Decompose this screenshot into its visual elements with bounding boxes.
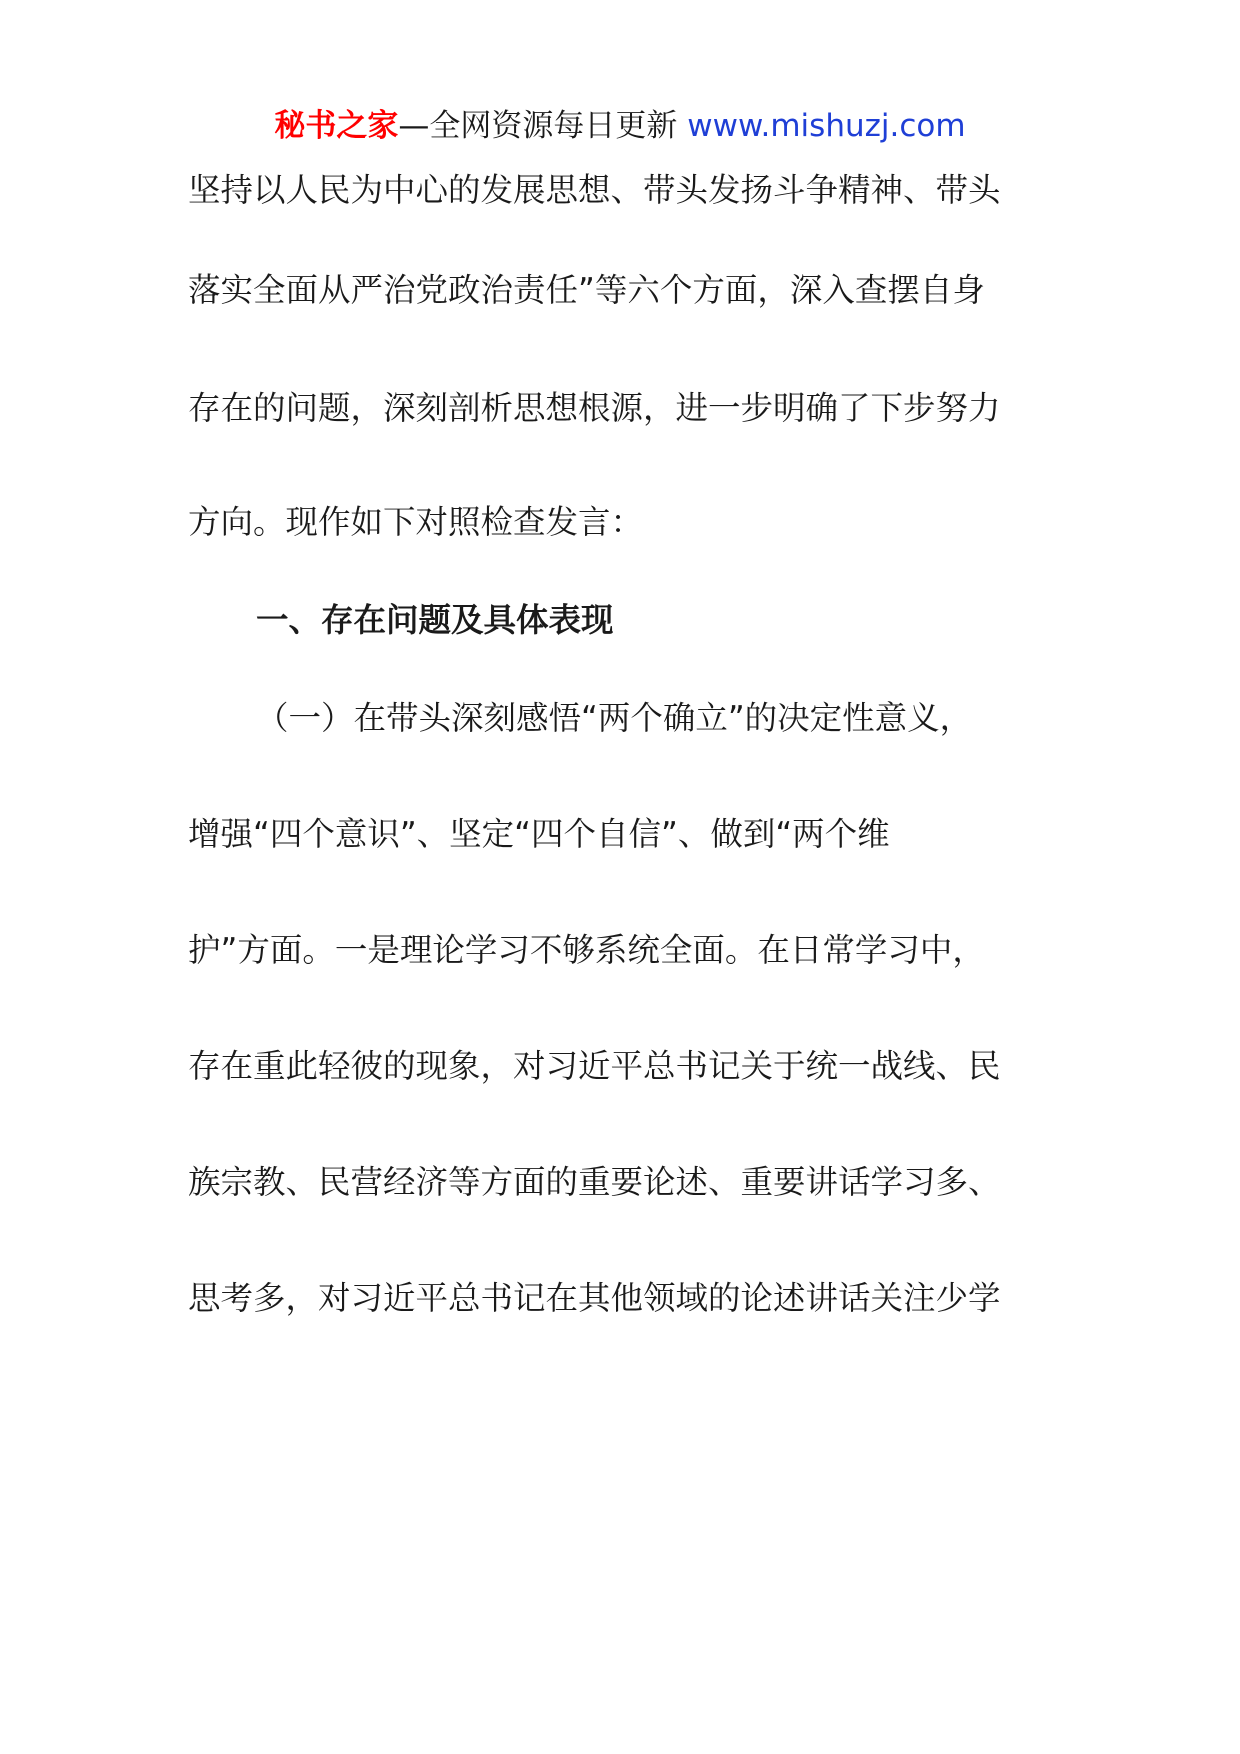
paragraph-line: 思考多，对习近平总书记在其他领域的论述讲话关注少学 bbox=[188, 1279, 1001, 1317]
site-header bbox=[0, 104, 1240, 148]
paragraph-line: 护”方面。一是理论学习不够系统全面。在日常学习中， bbox=[188, 931, 985, 969]
paragraph-line: 族宗教、民营经济等方面的重要论述、重要讲话学习多、 bbox=[188, 1163, 1001, 1201]
brand-name: 秘书之家 bbox=[274, 108, 399, 144]
site-url[interactable]: www.mishuzj.com bbox=[687, 108, 966, 144]
paragraph-line: 存在重此轻彼的现象，对习近平总书记关于统一战线、民 bbox=[188, 1047, 1001, 1085]
section-heading: 一、存在问题及具体表现 bbox=[256, 601, 614, 639]
header-tagline: —全网资源每日更新 bbox=[398, 108, 678, 144]
paragraph-line: 坚持以人民为中心的发展思想、带头发扬斗争精神、带头 bbox=[188, 171, 1001, 209]
paragraph-line: 落实全面从严治党政治责任”等六个方面，深入查摆自身 bbox=[188, 271, 985, 309]
paragraph-line: 方向。现作如下对照检查发言： bbox=[188, 503, 644, 541]
paragraph-line: （一）在带头深刻感悟“两个确立”的决定性意义， bbox=[256, 699, 973, 737]
paragraph-line: 存在的问题，深刻剖析思想根源，进一步明确了下步努力 bbox=[188, 389, 1001, 427]
paragraph-line: 增强“四个意识”、坚定“四个自信”、做到“两个维 bbox=[188, 815, 890, 853]
